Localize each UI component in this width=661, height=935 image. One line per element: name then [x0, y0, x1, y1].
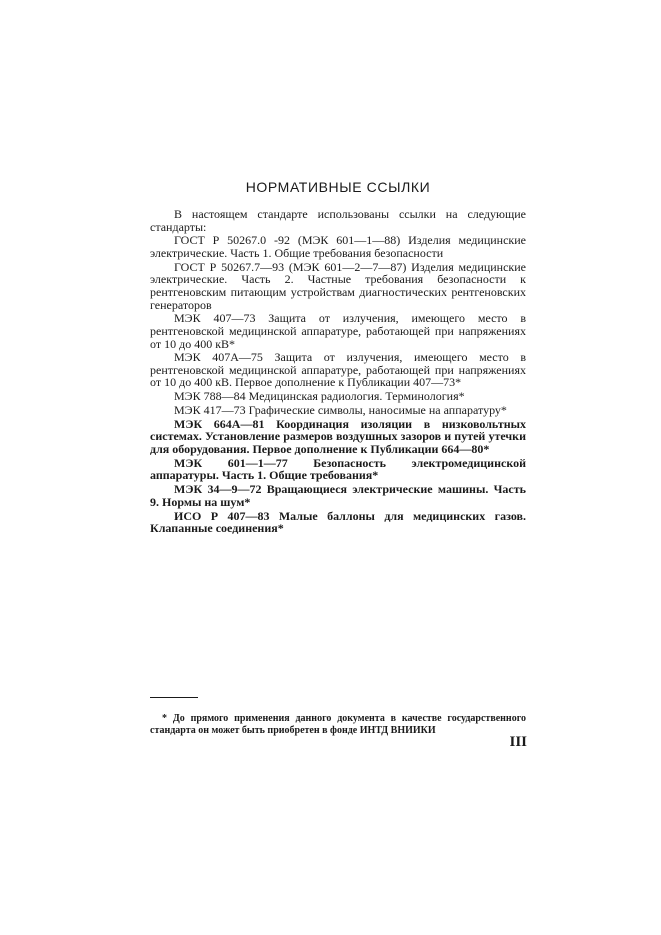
- reference-iec-34-9: МЭК 34—9—72 Вращающиеся электрические машины. Часть 9. Нормы на шум*: [150, 482, 526, 509]
- page-title: НОРМАТИВНЫЕ ССЫЛКИ: [245, 179, 431, 195]
- page-number: III: [509, 734, 527, 750]
- reference-iec-664a: МЭК 664А—81 Координация изоляции в низковольтных системах. Установление размеров воздушных зазоров и путей утечки для оборудования. Первое дополнение к Публикации 664—80*: [150, 416, 526, 456]
- references-body: [150, 208, 526, 536]
- reference-iec-788: МЭК 788—84 Медицинская радиология. Терминология*: [174, 389, 465, 404]
- reference-iso-407: ИСО Р 407—83 Малые баллоны для медицинских газов. Клапанные соединения*: [150, 508, 526, 536]
- reference-gost-50267-7: ГОСТ Р 50267.7—93 (МЭК 601—2—7—87) Изделия медицинские электрические. Часть 2. Частные требования безопасности к рентгеновским питающим устройствам диагностических рентгеновских генераторов: [150, 259, 526, 312]
- reference-iec-407: МЭК 407—73 Защита от излучения, имеющего место в рентгеновской медицинской аппаратуре, работающей при напряжениях от 10 до 400 кВ*: [150, 311, 526, 351]
- reference-iec-601-1: МЭК 601—1—77 Безопасность электромедицинской аппаратуры. Часть 1. Общие требования*: [150, 455, 526, 483]
- footnote: * До прямого применения данного документа в качестве государственного стандарта он может быть приобретен в фонде ИНТД ВНИИКИ: [150, 713, 526, 736]
- footnote-divider: [150, 697, 198, 698]
- reference-iec-407a: МЭК 407А—75 Защита от излучения, имеющего место в рентгеновской медицинской аппаратуре, работающей при напряжениях от 10 до 400 кВ. Первое дополнение к Публикации 407—73*: [150, 350, 526, 390]
- reference-iec-417: МЭК 417—73 Графические символы, наносимые на аппаратуру*: [174, 403, 507, 418]
- intro-paragraph: В настоящем стандарте использованы ссылки на следующие стандарты:: [150, 207, 526, 234]
- reference-gost-50267-0: ГОСТ Р 50267.0 -92 (МЭК 601—1—88) Изделия медицинские электрические. Часть 1. Общие требования безопасности: [150, 233, 526, 260]
